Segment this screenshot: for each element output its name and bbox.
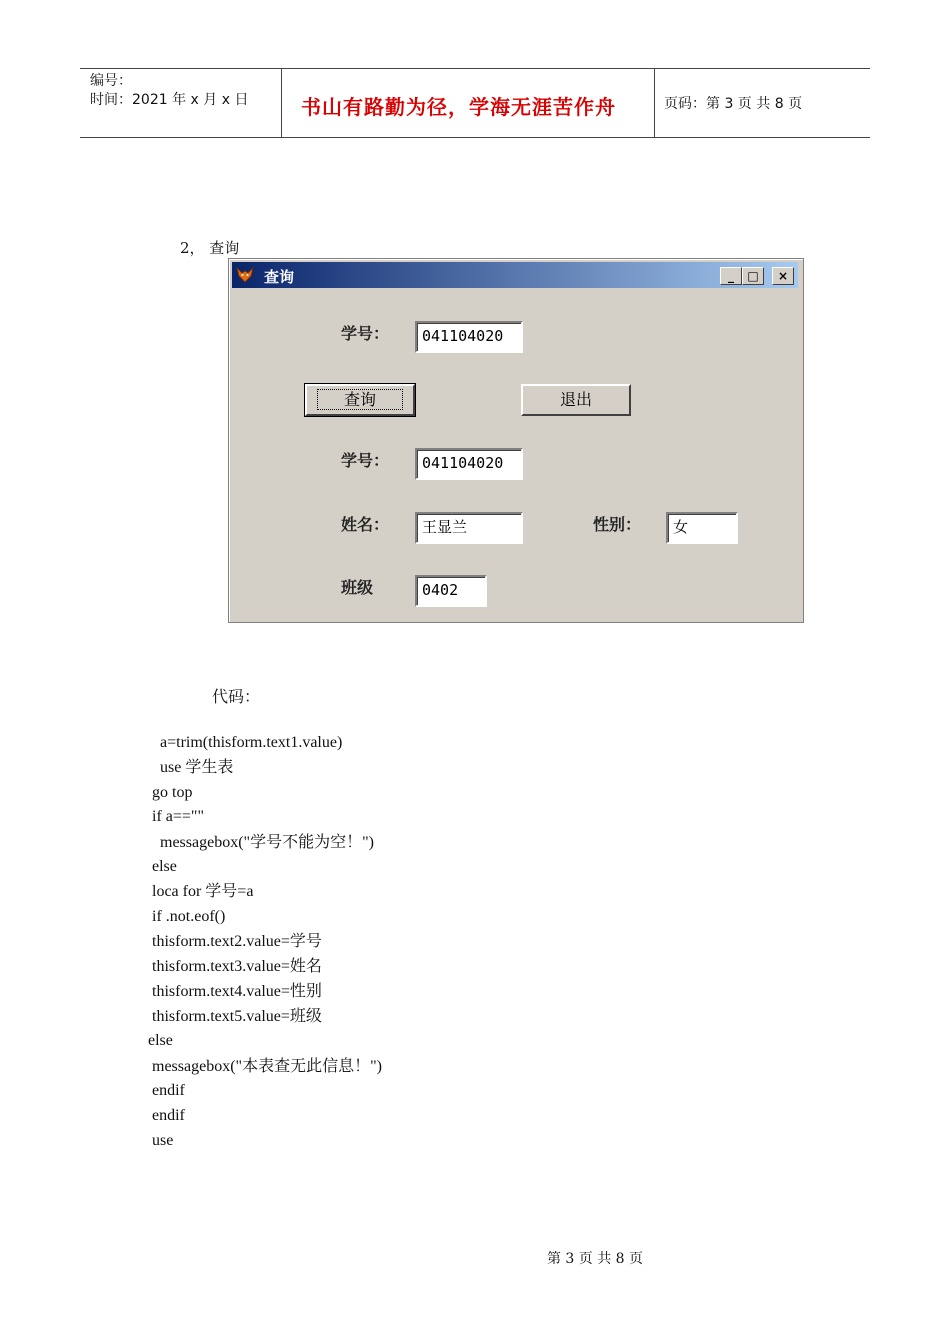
page-header: [80, 68, 870, 138]
query-id-input[interactable]: 041104020: [415, 321, 523, 353]
header-page-cell: [655, 69, 870, 137]
gender-label: 性别：: [593, 515, 642, 534]
header-info-cell: [80, 69, 282, 137]
code-line: messagebox("学号不能为空！"): [160, 834, 374, 851]
code-line: if a=="": [152, 808, 204, 825]
query-button-label: 查询: [317, 389, 403, 410]
query-button[interactable]: [305, 384, 415, 416]
exit-button[interactable]: 退出: [521, 384, 631, 416]
close-button[interactable]: ×: [772, 267, 794, 285]
code-line: go top: [152, 784, 193, 801]
maximize-button[interactable]: □: [742, 267, 764, 285]
header-motto-cell: [281, 69, 655, 137]
query-window: [228, 258, 804, 623]
code-line: thisform.text5.value=班级: [152, 1008, 322, 1025]
code-line: if .not.eof(): [152, 908, 226, 925]
code-line: else: [148, 1032, 173, 1049]
name-field[interactable]: 王显兰: [415, 512, 523, 544]
number-label: 编号：: [90, 73, 132, 89]
code-line: thisform.text2.value=学号: [152, 933, 322, 950]
class-label: 班级: [341, 578, 374, 597]
class-field[interactable]: 0402: [415, 575, 487, 607]
code-line: else: [152, 858, 177, 875]
motto: 书山有路勤为径，学海无涯苦作舟: [301, 95, 616, 119]
code-line: thisform.text3.value=姓名: [152, 958, 322, 975]
code-line: loca for 学号=a: [152, 883, 254, 900]
name-label: 姓名：: [341, 515, 390, 534]
code-line: endif: [152, 1107, 185, 1124]
gender-field[interactable]: 女: [666, 512, 738, 544]
code-line: thisform.text4.value=性别: [152, 983, 322, 1000]
fox-icon: [236, 267, 254, 283]
date-label: 时间：2021 年 x 月 x 日: [90, 92, 249, 108]
code-title: 代码：: [212, 687, 261, 706]
code-line: messagebox("本表查无此信息！"): [152, 1058, 382, 1075]
code-line: endif: [152, 1082, 185, 1099]
window-titlebar[interactable]: [232, 262, 798, 288]
window-title: 查询: [264, 268, 295, 286]
query-id-label: 学号：: [341, 324, 390, 343]
code-line: use: [152, 1132, 174, 1149]
code-line: a=trim(thisform.text1.value): [160, 734, 343, 751]
id-label: 学号：: [341, 451, 390, 470]
page-label: 页码：第 3 页 共 8 页: [664, 96, 803, 112]
page-footer: 第 3 页 共 8 页: [546, 1251, 644, 1267]
code-line: use 学生表: [160, 759, 234, 776]
minimize-button[interactable]: _: [720, 267, 742, 285]
id-field[interactable]: 041104020: [415, 448, 523, 480]
section-title: 2， 查询: [180, 239, 240, 257]
